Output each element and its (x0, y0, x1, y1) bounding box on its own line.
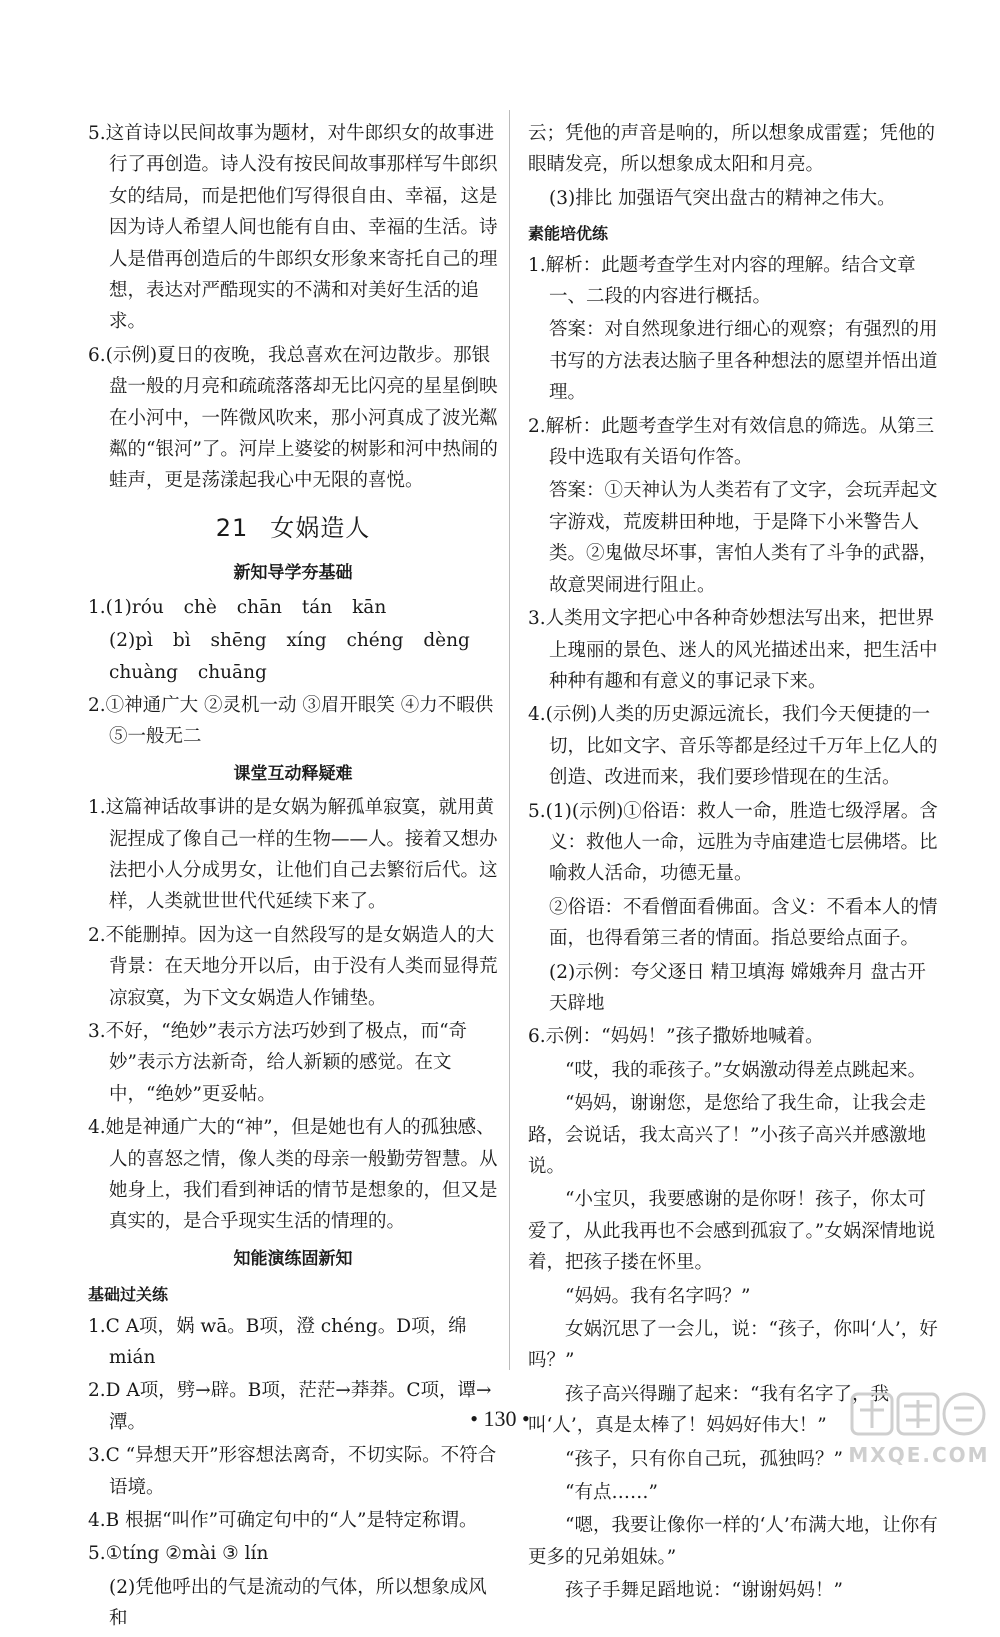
basic-1: 1.C A项，娲 wā。B项，澄 chéng。D项，绵 mián (88, 1315, 467, 1369)
pinyin-1: 1.(1)róu chè chān tán kān (88, 596, 387, 618)
discussion-3: 3.不好，“绝妙”表示方法巧妙到了极点，而“奇妙”表示方法新奇，给人新颖的感觉。在文中，“绝妙”更妥帖。 (88, 1020, 468, 1105)
dialogue-line: “妈妈。我有名字吗？” (565, 1285, 751, 1307)
adv-3: 3.人类用文字把心中各种奇妙想法写出来，把世界上瑰丽的景色、迷人的风光描述出来，把生活中种种有趣和有意义的事记录下来。 (528, 608, 938, 692)
continued-text: 云；凭他的声音是响的，所以想象成雷霆；凭他的眼睛发亮，所以想象成太阳和月亮。 (528, 123, 936, 176)
dialogue-line: “有点……” (565, 1482, 658, 1504)
basic-2: 2.D A项，劈→辟。B项，茫茫→莽莽。C项，谭→潭。 (88, 1380, 492, 1433)
watermark-logo (844, 1390, 994, 1472)
continued-3: (3)排比 加强语气突出盘古的精神之伟大。 (549, 187, 896, 209)
dialogue-line: “妈妈，谢谢您，是您给了我生命，让我会走路，会说话，我太高兴了！”小孩子高兴并感激地说。 (528, 1093, 926, 1177)
column-divider (509, 110, 510, 1370)
basic-4: 4.B 根据“叫作”可确定句中的“人”是特定称谓。 (88, 1510, 478, 1532)
adv-5-2: ②俗语：不看僧面看佛面。含义：不看本人的情面，也得看第三者的情面。指总要给点面子。 (549, 896, 938, 950)
section-heading-1: 新知导学夯基础 (233, 563, 353, 584)
adv-2-answer: 答案：①天神认为人类若有了文字，会玩弄起文字游戏，荒废耕田种地，于是降下小米警告人类。②鬼做尽坏事，害怕人类有了斗争的武器，故意哭闹进行阻止。 (549, 480, 938, 596)
discussion-1: 1.这篇神话故事讲的是女娲为解孤单寂寞，就用黄泥捏成了像自己一样的生物——人。接着又想办法把小人分成男女，让他们自己去繁衍后代。这样，人类就世世代代延续下来了。 (88, 797, 498, 913)
dialogue-line: 女娲沉思了一会儿，说：“孩子，你叫‘人’，好吗？” (528, 1319, 938, 1372)
adv-5-1: 5.(1)(示例)①俗语：救人一命，胜造七级浮屠。含义：救他人一命，远胜为寺庙建造七层佛塔。比喻救人活命，功德无量。 (528, 800, 938, 885)
lesson-name: 女娲造人 (270, 513, 371, 542)
section-heading-2: 课堂互动释疑难 (233, 763, 353, 784)
dialogue-line: 孩子手舞足蹈地说：“谢谢妈妈！” (565, 1580, 843, 1602)
subheading-advanced: 素能培优练 (528, 224, 609, 244)
dialogue-line: “哎，我的乖孩子。”女娲激动得差点跳起来。 (565, 1059, 927, 1081)
pinyin-2: (2)pì bì shēng xíng chéng dèng chuàng chuāng (109, 630, 470, 683)
discussion-2: 2.不能删掉。因为这一自然段写的是女娲造人的大背景：在天地分开以后，由于没有人类而显得荒凉寂寞，为下文女娲造人作铺垫。 (88, 924, 498, 1009)
page-number: • 130 • (470, 1406, 530, 1431)
basic-5-2: (2)凭他呼出的气是流动的气体，所以想象成风和 (109, 1576, 487, 1630)
adv-1-answer: 答案：对自然现象进行细心的观察；有强烈的用书写的方法表达脑子里各种想法的愿望并悟出道理。 (549, 319, 938, 404)
basic-5: 5.①tíng ②mài ③ lín (88, 1543, 269, 1565)
dialogue-line: 孩子高兴得蹦了起来：“我有名字了，我叫‘人’，真是太棒了！妈妈好伟大！” (528, 1383, 889, 1437)
idioms-answer: 2.①神通广大 ②灵机一动 ③眉开眼笑 ④力不暇供 ⑤一般无二 (88, 694, 494, 748)
dialogue-line: “嗯，我要让像你一样的‘人’布满大地，让你有更多的兄弟姐妹。” (528, 1515, 938, 1568)
adv-1: 1.解析：此题考查学生对内容的理解。结合文章一、二段的内容进行概括。 (528, 254, 916, 308)
answer-6: 6.(示例)夏日的夜晚，我总喜欢在河边散步。那银盘一般的月亮和疏疏落落却无比闪亮的星星倒映在小河中，一阵微风吹来，那小河真成了波光粼粼的“银河”了。河岸上婆娑的树影和河中热闹的蛙声，更是荡漾起我心中无限的喜悦。 (88, 344, 498, 492)
right-column (528, 118, 938, 1609)
answer-5: 5.这首诗以民间故事为题材，对牛郎织女的故事进行了再创造。诗人没有按民间故事那样写牛郎织女的结局，而是把他们写得很自由、幸福，这是因为诗人希望人间也能有自由、幸福的生活。诗人是借再创造后的牛郎织女形象来寄托自己的理想，表达对严酷现实的不满和对美好生活的追求。 (88, 123, 498, 333)
svg-text:MXQE.COM: MXQE.COM (848, 1443, 990, 1467)
adv-4: 4.(示例)人类的历史源远流长，我们今天便捷的一切，比如文字、音乐等都是经过千万年上亿人的创造、改进而来，我们要珍惜现在的生活。 (528, 704, 938, 789)
adv-2: 2.解析：此题考查学生对有效信息的筛选。从第三段中选取有关语句作答。 (528, 415, 935, 469)
dialogue-line: “孩子，只有你自己玩，孤独吗？” (565, 1448, 843, 1470)
discussion-4: 4.她是神通广大的“神”，但是她也有人的孤独感、人的喜怒之情，像人类的母亲一般勤劳智慧。从她身上，我们看到神话的情节是想象的，但又是真实的，是合乎现实生活的情理的。 (88, 1117, 498, 1233)
dialogue-line: “小宝贝，我要感谢的是你呀！孩子，你太可爱了，从此我再也不会感到孤寂了。”女娲深情地说着，把孩子搂在怀里。 (528, 1189, 936, 1274)
adv-5-3: (2)示例：夸父逐日 精卫填海 嫦娥奔月 盘古开天辟地 (549, 961, 926, 1014)
subheading-basic: 基础过关练 (88, 1285, 169, 1305)
section-heading-3: 知能演练固新知 (233, 1248, 353, 1269)
lesson-title (88, 513, 498, 544)
basic-3: 3.C “异想天开”形容想法离奇，不切实际。不符合语境。 (88, 1445, 497, 1498)
adv-6: 6.示例：“妈妈！”孩子撒娇地喊着。 (528, 1026, 824, 1048)
lesson-number: 21 (215, 513, 249, 542)
